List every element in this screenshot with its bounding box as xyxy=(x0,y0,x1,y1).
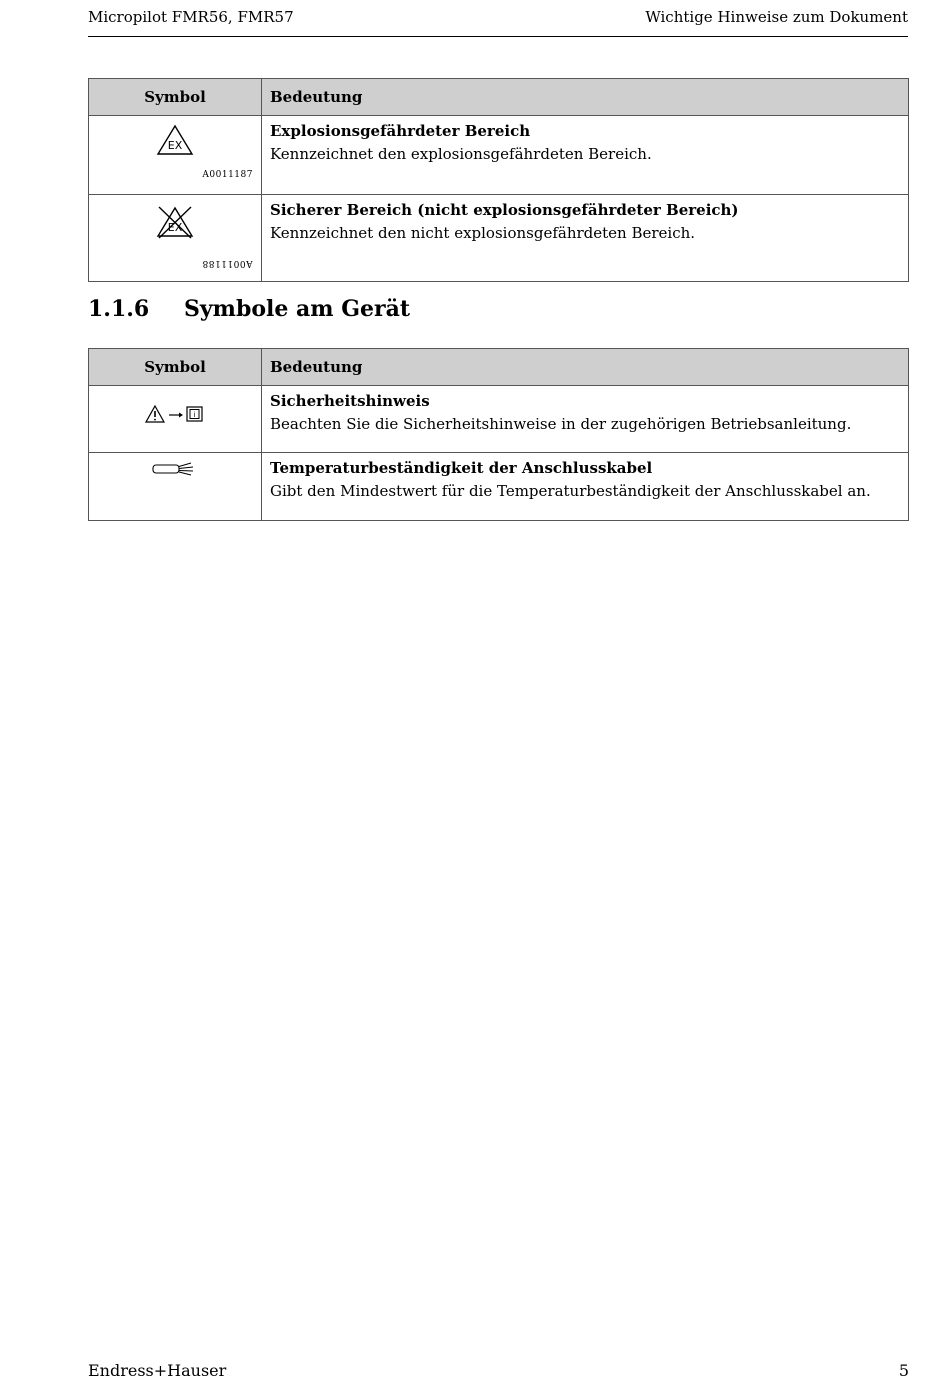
section-heading xyxy=(88,296,410,322)
device-symbols-table xyxy=(88,348,909,521)
header-document-title: Micropilot FMR56, FMR57 xyxy=(88,8,294,26)
footer-brand: Endress+Hauser xyxy=(88,1361,227,1380)
row-description: Kennzeichnet den nicht explosionsgefährdeten Bereich. xyxy=(270,224,696,242)
row-title: Temperaturbeständigkeit der Anschlusskabel xyxy=(270,459,653,477)
header-chapter-title: Wichtige Hinweise zum Dokument xyxy=(645,8,908,26)
cable-icon xyxy=(151,461,199,484)
symbol-code: A0011188 xyxy=(202,258,253,268)
svg-text:EX: EX xyxy=(167,221,183,234)
page-header xyxy=(88,6,908,37)
ex-crossed-icon xyxy=(155,205,195,246)
row-description: Beachten Sie die Sicherheitshinweise in der zugehörigen Betriebsanleitung. xyxy=(270,415,852,433)
explosion-area-symbols-table xyxy=(88,78,909,282)
svg-text:i: i xyxy=(193,411,196,420)
ex-triangle-icon xyxy=(155,124,195,163)
row-title: Explosionsgefährdeter Bereich xyxy=(270,122,531,140)
row-description: Gibt den Mindestwert für die Temperaturbeständigkeit der Anschlusskabel an. xyxy=(270,482,871,500)
table-row xyxy=(89,195,909,282)
svg-text:EX: EX xyxy=(167,139,183,152)
row-title: Sicherer Bereich (nicht explosionsgefährdeter Bereich) xyxy=(270,201,739,219)
table-row xyxy=(89,453,909,521)
symbol-code: A0011187 xyxy=(202,170,253,180)
section-number: 1.1.6 xyxy=(88,296,150,322)
table2-header-symbol: Symbol xyxy=(89,349,262,386)
warning-manual-icon xyxy=(145,404,205,431)
row-title: Sicherheitshinweis xyxy=(270,392,430,410)
table-row xyxy=(89,116,909,195)
table1-header-meaning: Bedeutung xyxy=(262,79,909,116)
table1-header-symbol: Symbol xyxy=(89,79,262,116)
section-title: Symbole am Gerät xyxy=(184,296,411,322)
table-row xyxy=(89,386,909,453)
page-number: 5 xyxy=(898,1361,909,1380)
table2-header-meaning: Bedeutung xyxy=(262,349,909,386)
row-description: Kennzeichnet den explosionsgefährdeten Bereich. xyxy=(270,145,652,163)
